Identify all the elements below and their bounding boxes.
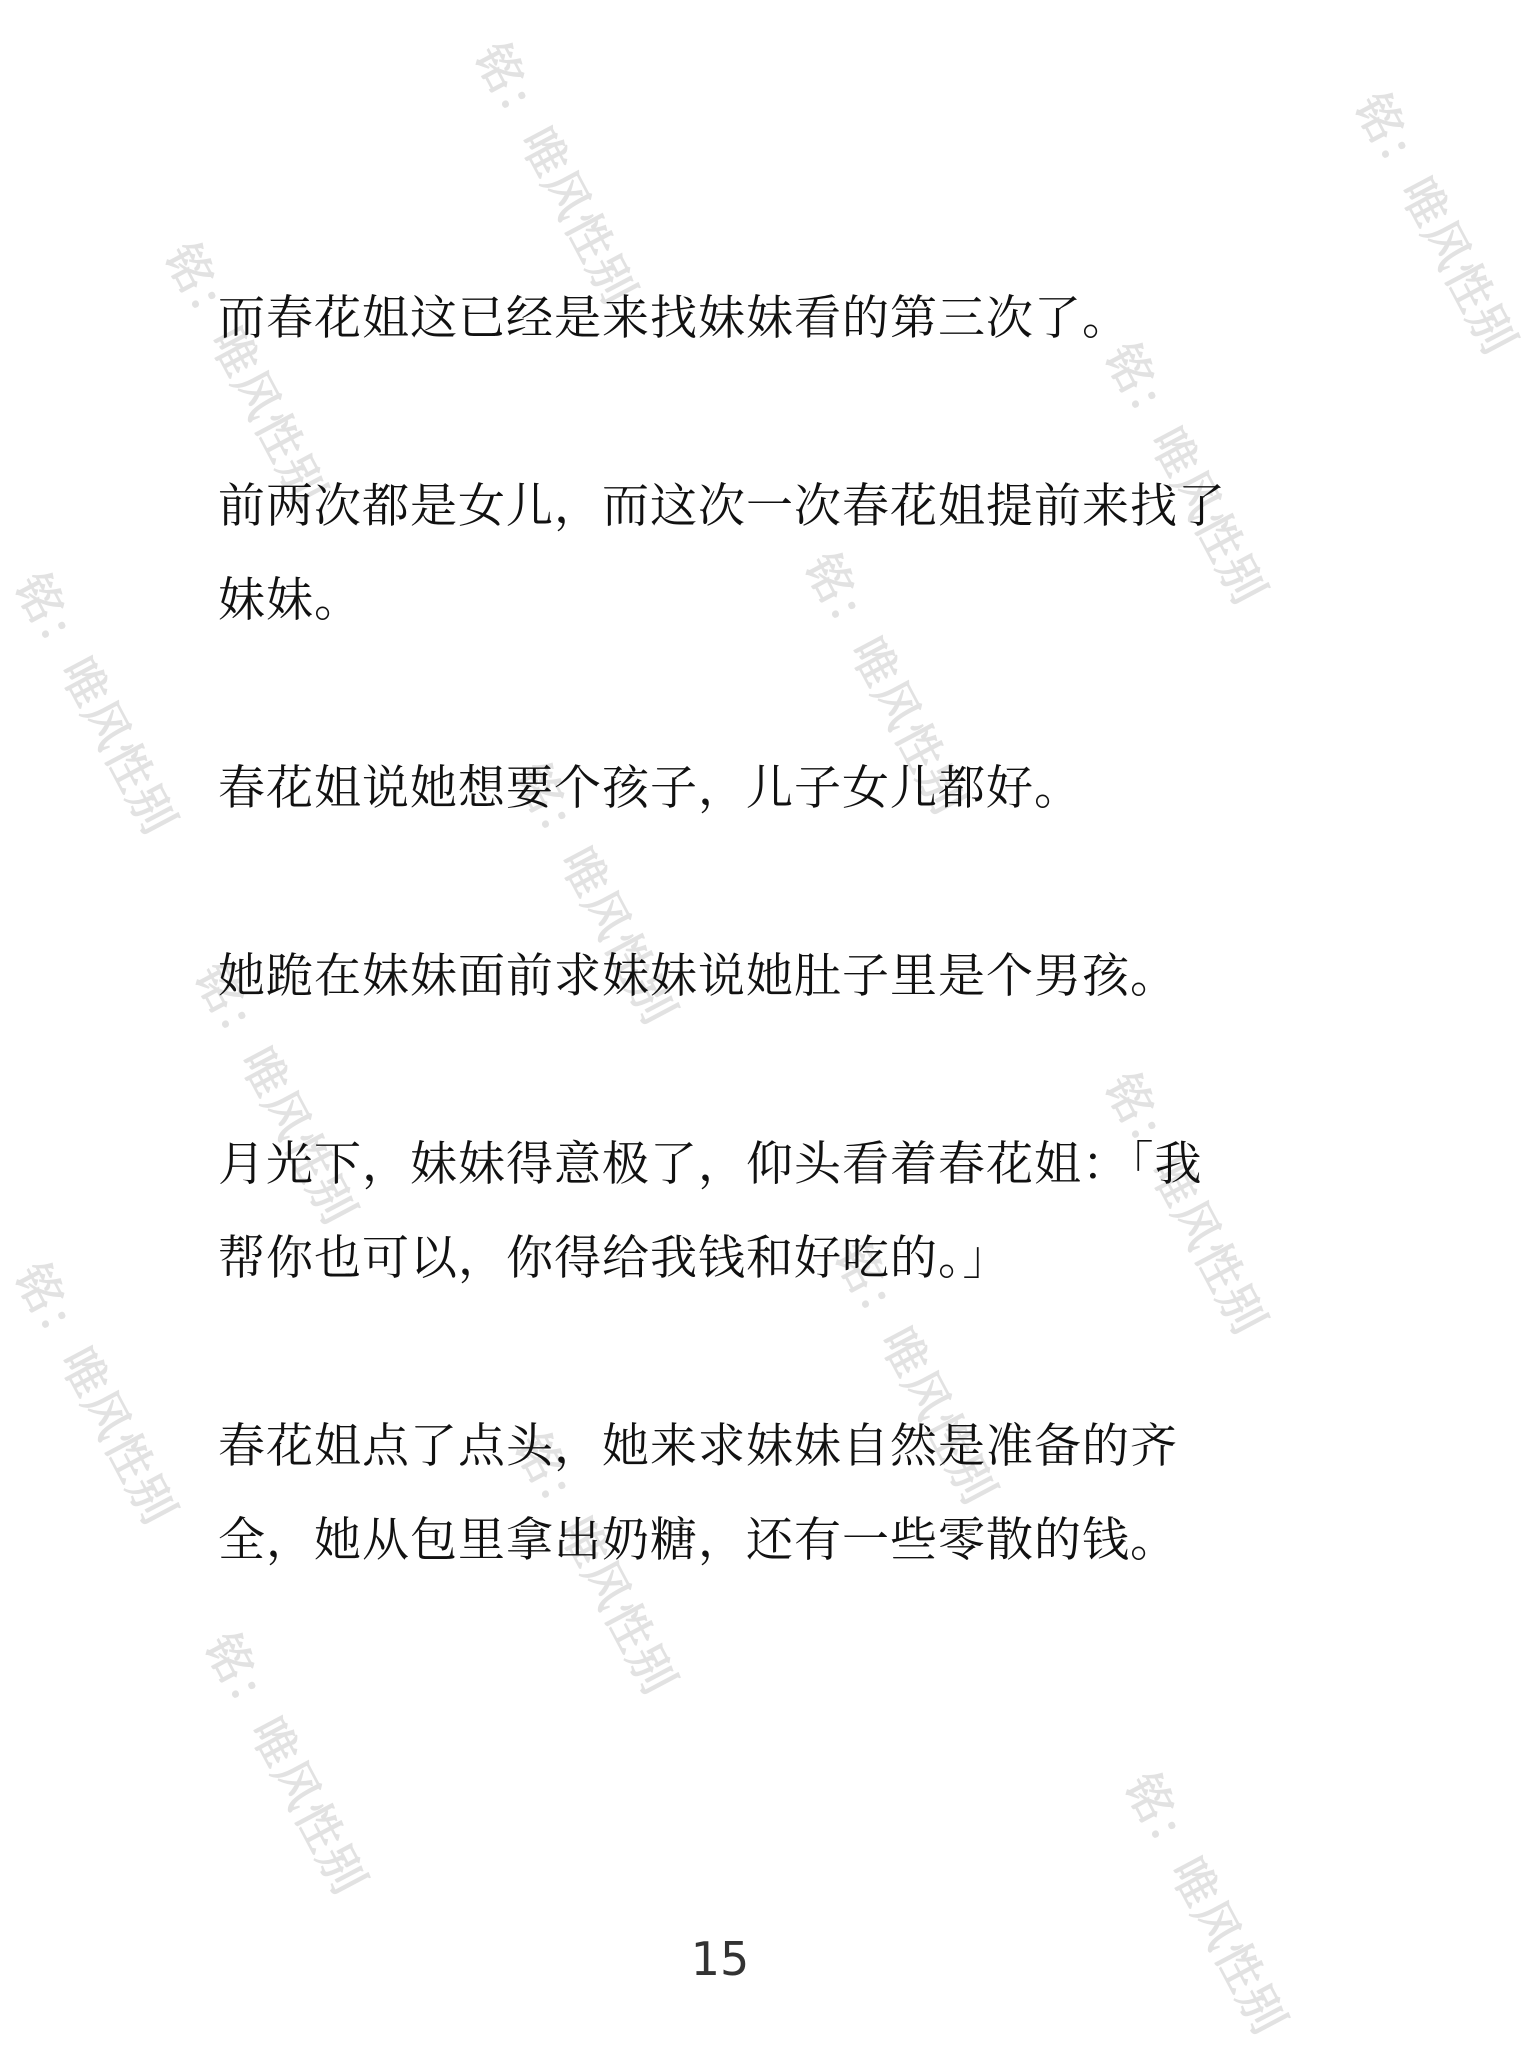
- watermark: 铭：唯风性别: [794, 544, 978, 824]
- watermark: 铭：唯风性别: [4, 564, 188, 844]
- watermark: 铭：唯风性别: [4, 1254, 188, 1534]
- watermark: 铭：唯风性别: [464, 34, 648, 314]
- watermark: 铭：唯风性别: [154, 234, 338, 514]
- paragraph: 她跪在妹妹面前求妹妹说她肚子里是个男孩。: [218, 949, 1178, 1004]
- watermark: 铭：唯风性别: [194, 1624, 378, 1904]
- paragraph: 前两次都是女儿，而这次一次春花姐提前来找了妹妹。: [218, 479, 1226, 628]
- watermark: 铭：唯风性别: [1094, 334, 1278, 614]
- watermark: 铭：唯风性别: [1344, 84, 1528, 364]
- paragraph: 而春花姐这已经是来找妹妹看的第三次了。: [218, 291, 1130, 346]
- paragraph: 月光下，妹妹得意极了，仰头看着春花姐：「我帮你也可以，你得给我钱和好吃的。」: [218, 1137, 1203, 1286]
- watermark: 铭：唯风性别: [504, 1424, 688, 1704]
- watermark: 铭：唯风性别: [504, 754, 688, 1034]
- watermark: 铭：唯风性别: [824, 1234, 1008, 1514]
- watermark: 铭：唯风性别: [1094, 1064, 1278, 1344]
- paragraph: 春花姐点了点头，她来求妹妹自然是准备的齐全，她从包里拿出奶糖，还有一些零散的钱。: [218, 1419, 1178, 1568]
- watermark: 铭：唯风性别: [184, 954, 368, 1234]
- watermark: 铭：唯风性别: [1114, 1764, 1298, 2044]
- article-body: [218, 272, 1228, 1682]
- page-number: 15: [690, 1932, 750, 1986]
- paragraph: 春花姐说她想要个孩子，儿子女儿都好。: [218, 761, 1082, 816]
